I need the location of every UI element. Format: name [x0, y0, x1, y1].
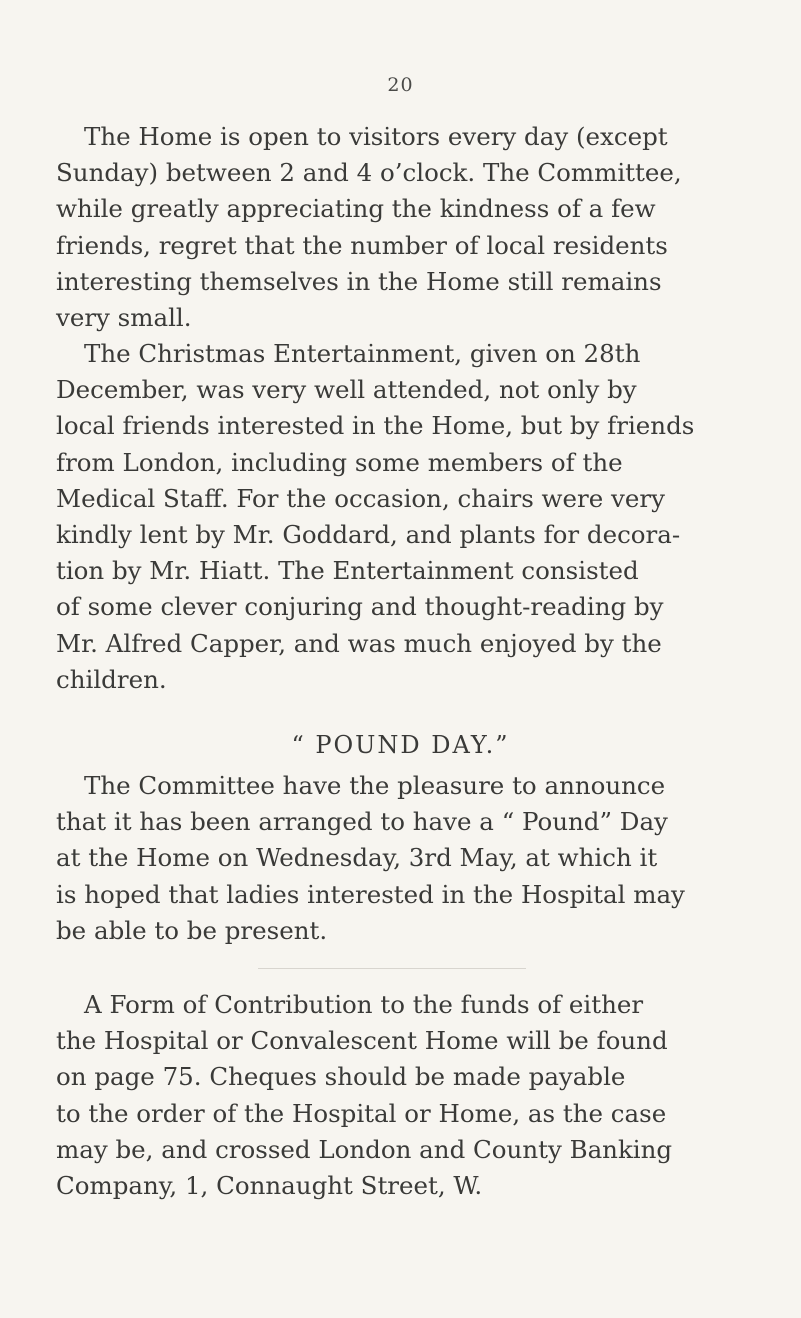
- text-line: Sunday) between 2 and 4 o’clock. The Committee,: [56, 158, 682, 188]
- text-line: that it has been arranged to have a “ Pound” Day: [56, 807, 668, 837]
- section-heading-pound-day: “ POUND DAY.”: [291, 731, 510, 759]
- text-line: very small.: [56, 303, 192, 333]
- text-line: Mr. Alfred Capper, and was much enjoyed by the: [56, 628, 662, 658]
- text-line: at the Home on Wednesday, 3rd May, at which it: [56, 843, 658, 873]
- text-line: friends, regret that the number of local residents: [56, 230, 668, 260]
- paragraph-visiting-hours: [56, 119, 746, 336]
- text-line: Medical Staff. For the occasion, chairs were very: [56, 483, 665, 513]
- text-line: The Christmas Entertainment, given on 28th: [84, 339, 641, 368]
- text-line: A Form of Contribution to the funds of either: [84, 990, 644, 1019]
- text-line: kindly lent by Mr. Goddard, and plants for decora-: [56, 520, 681, 550]
- page-number: 20: [387, 74, 414, 96]
- section-divider: [258, 968, 526, 969]
- text-line: may be, and crossed London and County Banking: [56, 1134, 673, 1164]
- paragraph-christmas-entertainment: [56, 336, 746, 698]
- text-line: while greatly appreciating the kindness of a few: [56, 194, 656, 224]
- text-line: December, was very well attended, not only by: [56, 375, 637, 405]
- text-line: is hoped that ladies interested in the Hospital may: [56, 879, 685, 909]
- text-line: from London, including some members of the: [56, 447, 623, 477]
- text-line: The Committee have the pleasure to announce: [84, 771, 666, 800]
- text-line: on page 75. Cheques should be made payable: [56, 1062, 626, 1092]
- text-line: children.: [56, 664, 167, 694]
- text-line: interesting themselves in the Home still remains: [56, 266, 662, 296]
- text-line: of some clever conjuring and thought-reading by: [56, 592, 664, 622]
- paragraph-contribution: [56, 987, 746, 1204]
- text-line: to the order of the Hospital or Home, as the case: [56, 1098, 667, 1128]
- paragraph-pound-day: [56, 768, 746, 949]
- text-line: tion by Mr. Hiatt. The Entertainment consisted: [56, 556, 639, 586]
- text-line: Company, 1, Connaught Street, W.: [56, 1171, 483, 1201]
- text-line: be able to be present.: [56, 915, 328, 945]
- text-line: local friends interested in the Home, but by friends: [56, 411, 695, 441]
- text-line: The Home is open to visitors every day (except: [84, 122, 668, 151]
- text-line: the Hospital or Convalescent Home will be found: [56, 1026, 668, 1056]
